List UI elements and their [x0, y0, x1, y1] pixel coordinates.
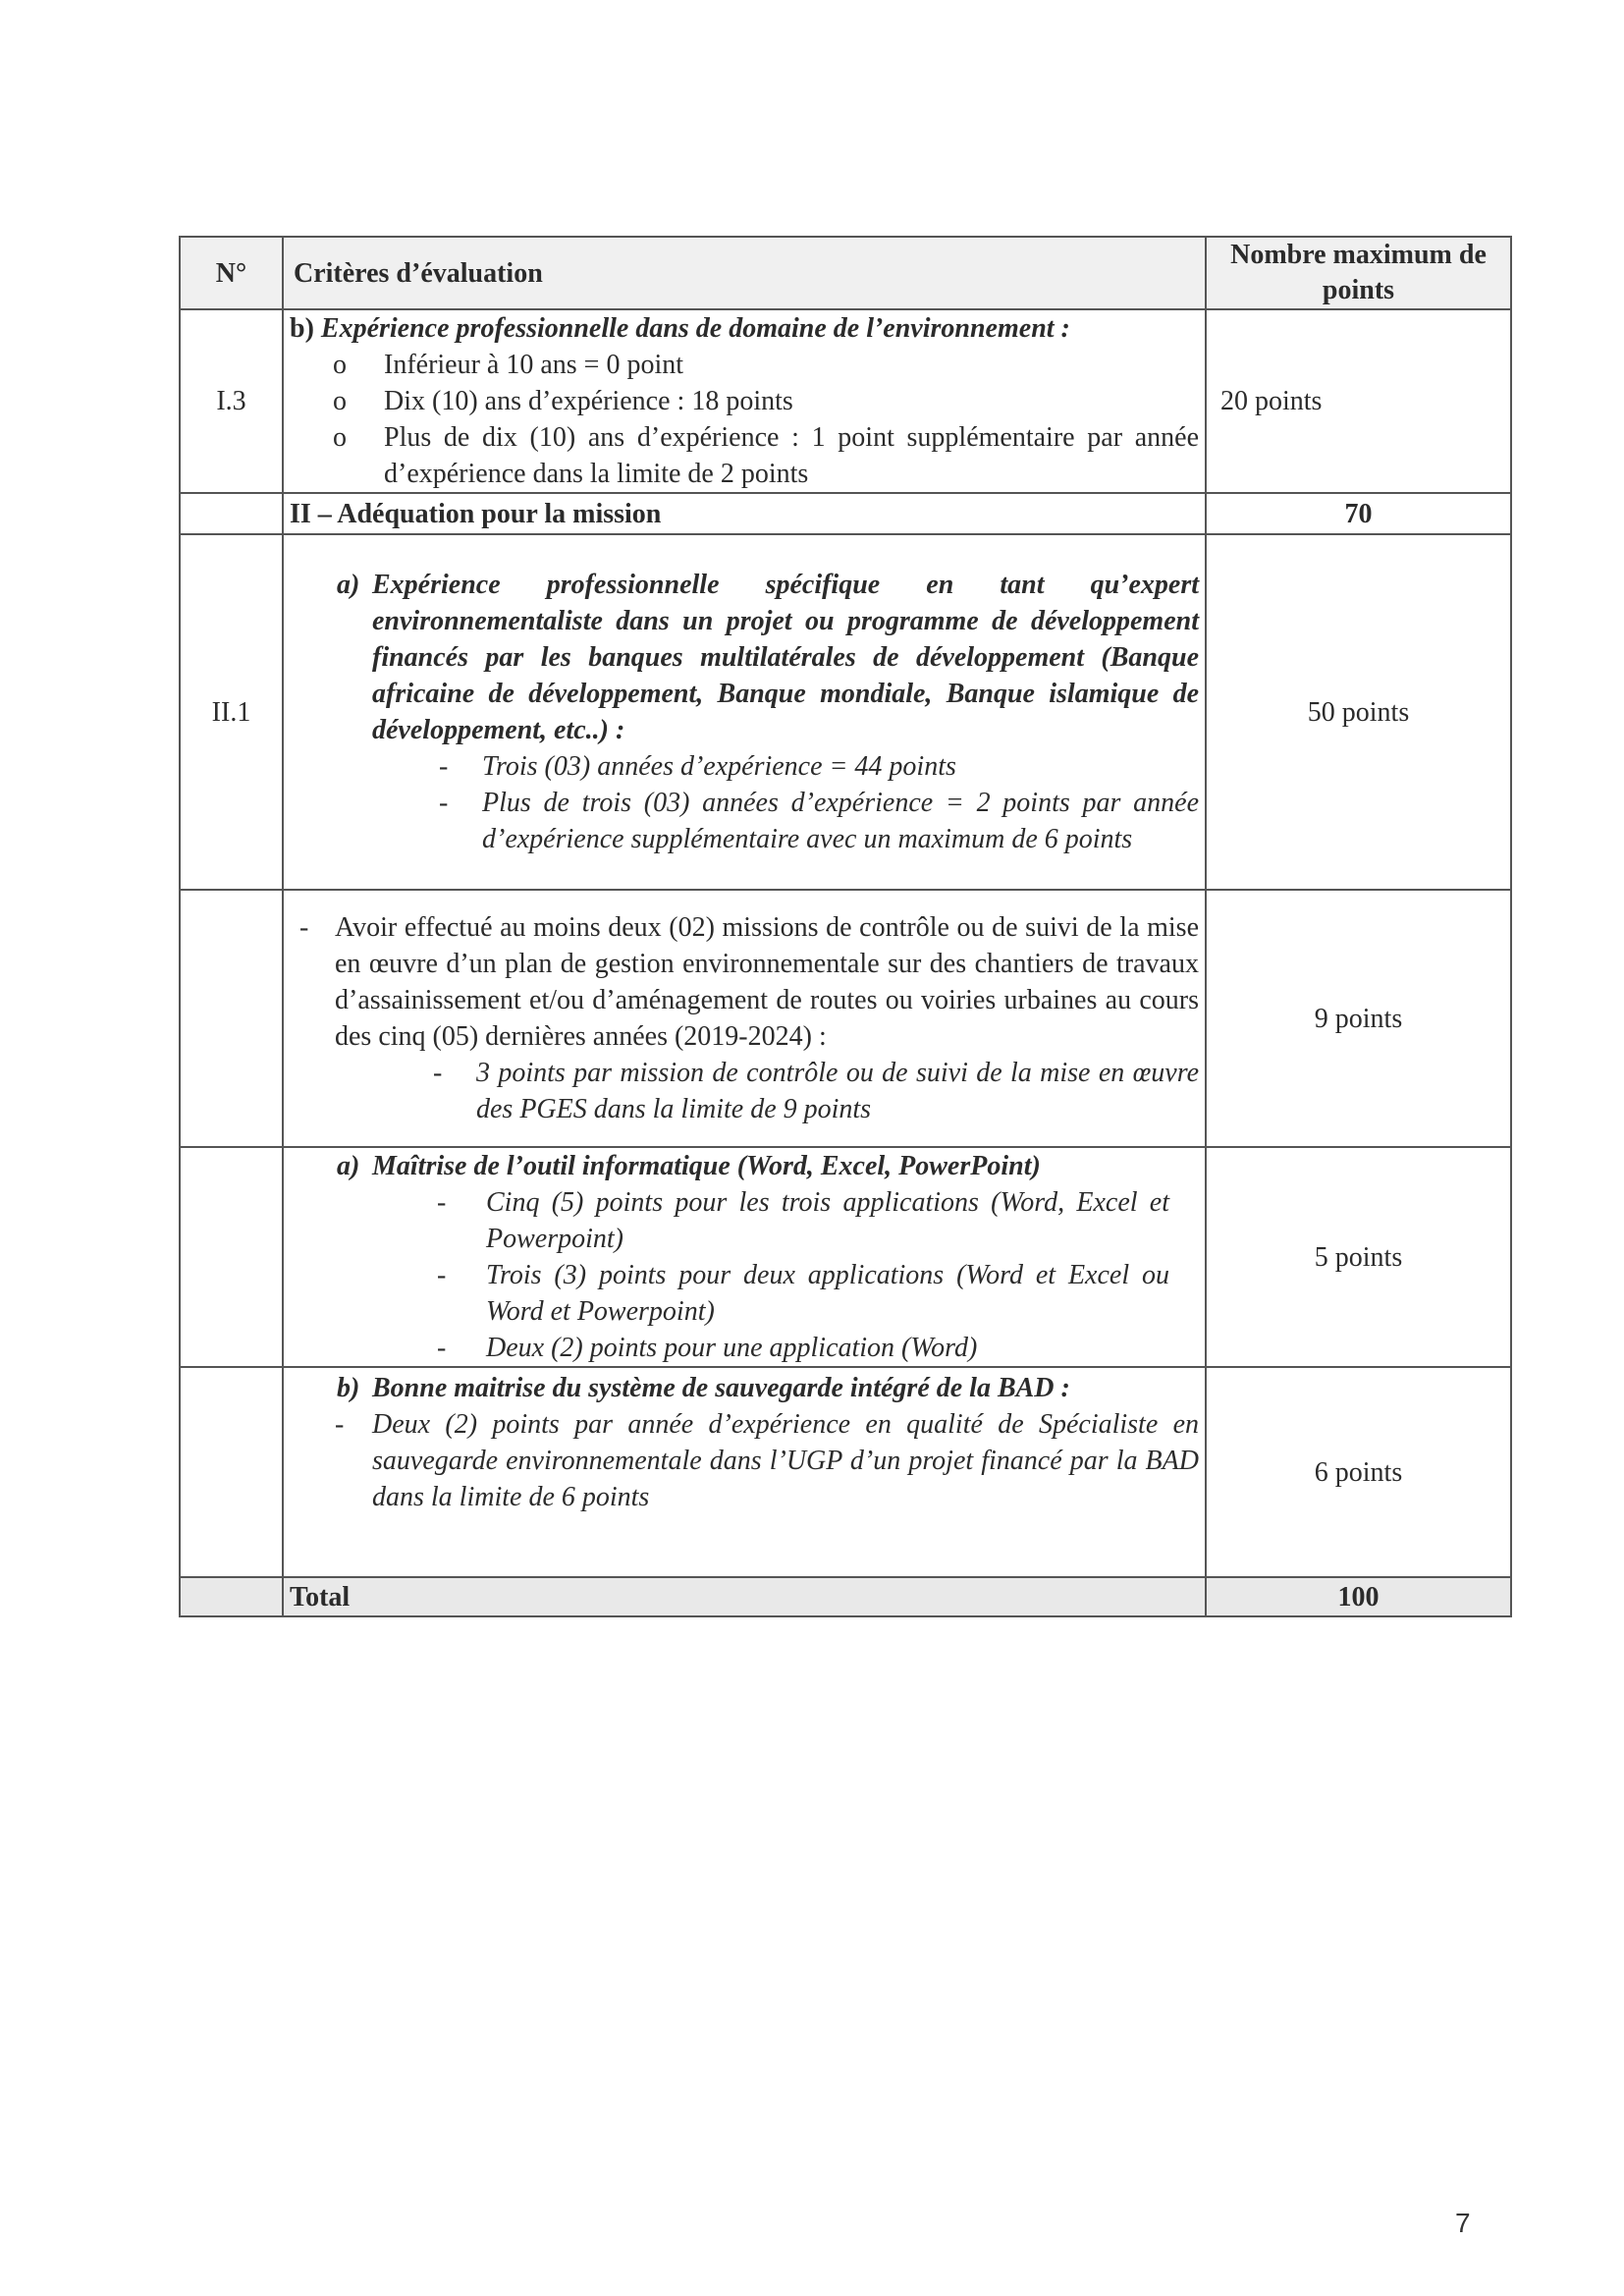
row-number: [180, 1367, 283, 1577]
criteria-title-text: Expérience professionnelle spécifique en tant qu’expert environnementaliste dans un projet ou programme de développement financés par les banques multilatérales de développement (Banque africaine de développement, Banque mondiale, Banque islamique de développement, etc..) :: [372, 570, 1199, 745]
list-item-text: Deux (2) points pour une application (Word): [486, 1333, 978, 1363]
total-row: [180, 1577, 1511, 1616]
evaluation-criteria-table: [179, 236, 1512, 1617]
row-number: [180, 1577, 283, 1616]
table-row: [180, 309, 1511, 493]
list-item: [290, 1330, 1169, 1366]
row-number: [180, 493, 283, 534]
page-number: 7: [1455, 2208, 1471, 2238]
dash-marker: -: [299, 912, 309, 943]
row-number: [180, 890, 283, 1147]
criteria-title-text: Bonne maitrise du système de sauvegarde intégré de la BAD :: [372, 1373, 1070, 1403]
criteria-list: [290, 748, 1199, 857]
table-row: [180, 1147, 1511, 1367]
row-number: II.1: [180, 534, 283, 890]
header-num: N°: [180, 237, 283, 309]
list-item-text: Trois (03) années d’expérience = 44 points: [482, 751, 956, 782]
row-number: [180, 1147, 283, 1367]
list-item: [290, 748, 1199, 785]
item-label: a): [337, 570, 360, 600]
criteria-title-text: Expérience professionnelle dans de domaine de l’environnement :: [320, 313, 1070, 344]
table-header-row: [180, 237, 1511, 309]
criteria-cell: [283, 309, 1206, 493]
table-row: [180, 1367, 1511, 1577]
table-row: [180, 493, 1511, 534]
criteria-title: [290, 1370, 1199, 1406]
item-label: b): [290, 313, 321, 344]
points-value: 70: [1206, 493, 1511, 534]
points-value: 6 points: [1206, 1367, 1511, 1577]
points-value: 9 points: [1206, 890, 1511, 1147]
list-item: [290, 1257, 1169, 1330]
dash-marker: -: [437, 1260, 447, 1290]
list-item-text: 3 points par mission de contrôle ou de suivi de la mise en œuvre des PGES dans la limite de 9 points: [476, 1058, 1199, 1124]
criteria-title-text: Maîtrise de l’outil informatique (Word, Excel, PowerPoint): [372, 1151, 1041, 1181]
header-criteria: Critères d’évaluation: [283, 237, 1206, 309]
list-item-text: Inférieur à 10 ans = 0 point: [384, 350, 684, 380]
criteria-cell: [283, 534, 1206, 890]
points-cell: [1206, 309, 1511, 493]
dash-marker: -: [335, 1409, 345, 1440]
list-item: [290, 347, 1199, 383]
criteria-list: [290, 347, 1199, 492]
list-item-text: Trois (3) points pour deux applications (Word et Excel ou Word et Powerpoint): [486, 1260, 1169, 1327]
list-item: [290, 1406, 1199, 1515]
dash-marker: -: [437, 1333, 447, 1363]
list-item-text: Plus de dix (10) ans d’expérience : 1 point supplémentaire par année d’expérience dans la limite de 2 points: [384, 422, 1199, 489]
table-row: [180, 890, 1511, 1147]
header-points: Nombre maximum de points: [1206, 237, 1511, 309]
bullet-marker: o: [333, 422, 347, 453]
bullet-marker: o: [333, 386, 347, 416]
bullet-marker: o: [333, 350, 347, 380]
list-item: [290, 785, 1199, 857]
criteria-title: [290, 310, 1199, 347]
section-title: II – Adéquation pour la mission: [283, 493, 1206, 534]
row-number: I.3: [180, 309, 283, 493]
item-label: a): [337, 1151, 360, 1181]
dash-marker: -: [439, 751, 449, 782]
criteria-text: Avoir effectué au moins deux (02) missions de contrôle ou de suivi de la mise en œuvre d’un plan de gestion environnementale sur des chantiers de travaux d’assainissement et/ou d’aménagement de routes ou voiries urbaines au cours des cinq (05) dernières années (2019-2024) :: [335, 912, 1199, 1052]
list-item-text: Dix (10) ans d’expérience : 18 points: [384, 386, 793, 416]
total-label: Total: [283, 1577, 1206, 1616]
list-item-text: Cinq (5) points pour les trois applications (Word, Excel et Powerpoint): [486, 1187, 1169, 1254]
points-value: 50 points: [1206, 534, 1511, 890]
list-item: [290, 1055, 1199, 1127]
criteria-title: [290, 567, 1199, 748]
dash-marker: -: [433, 1058, 443, 1088]
points-value: 5 points: [1206, 1147, 1511, 1367]
table-row: [180, 534, 1511, 890]
item-label: b): [337, 1373, 360, 1403]
list-item-text: Plus de trois (03) années d’expérience = 2 points par année d’expérience supplémentaire avec un maximum de 6 points: [482, 788, 1199, 854]
criteria-title: [290, 1148, 1199, 1184]
list-item: [290, 383, 1199, 419]
list-item-text: Deux (2) points par année d’expérience en qualité de Spécialiste en sauvegarde environnementale dans l’UGP d’un projet financé par la BAD dans la limite de 6 points: [372, 1409, 1199, 1512]
total-points: 100: [1206, 1577, 1511, 1616]
criteria-list: [290, 1184, 1199, 1366]
criteria-cell: [283, 1147, 1206, 1367]
list-item: [290, 1184, 1169, 1257]
criteria-cell: [283, 1367, 1206, 1577]
list-item: [290, 419, 1199, 492]
criteria-cell: [283, 890, 1206, 1147]
dash-marker: -: [437, 1187, 447, 1218]
criteria-text-block: [290, 909, 1199, 1055]
dash-marker: -: [439, 788, 449, 818]
points-value: 20 points: [1220, 386, 1323, 416]
